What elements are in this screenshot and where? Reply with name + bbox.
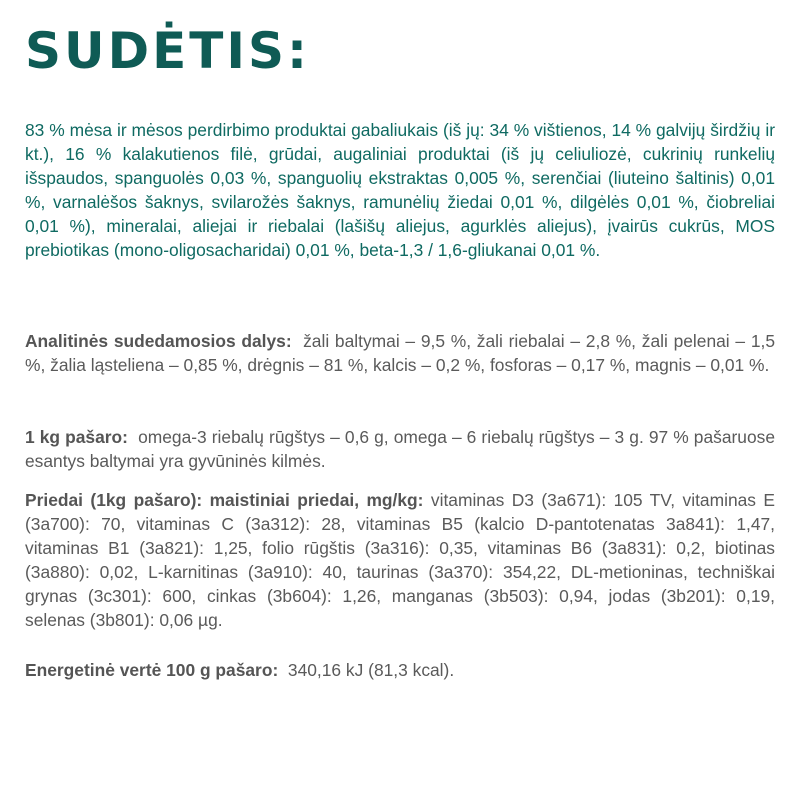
- section-text: omega-3 riebalų rūgštys – 0,6 g, omega – 6 riebalų rūgštys – 3 g. 97 % pašaruose esantys baltymai yra gyvūninės kilmės.: [25, 427, 775, 471]
- analytical-components: [25, 329, 775, 377]
- section-label: Energetinė vertė 100 g pašaro:: [25, 660, 279, 680]
- section-label: Analitinės sudedamosios dalys:: [25, 331, 292, 351]
- section-label: Priedai (1kg pašaro): maistiniai priedai, mg/kg:: [25, 490, 424, 510]
- section-text: žali baltymai – 9,5 %, žali riebalai – 2,8 %, žali pelenai – 1,5 %, žalia ląsteliena – 0,85 %, drėgnis – 81 %, kalcis – 0,2 %, fosforas – 0,17 %, magnis – 0,01 %.: [25, 331, 775, 375]
- per-kg-feed: [25, 425, 775, 473]
- energy-value: [25, 658, 775, 682]
- composition-text: 83 % mėsa ir mėsos perdirbimo produktai gabaliukais (iš jų: 34 % vištienos, 14 % galvijų širdžių ir kt.), 16 % kalakutienos filė, grūdai, augaliniai produktai (iš jų celiuliozė, cukrinių runkelių išspaudos, spanguolės 0,03 %, spanguolių ekstraktas 0,005 %, serenčiai (liuteino šaltinis) 0,01 %, varnalėšos šaknys, svilarožės šaknys, ramunėlių žiedai 0,01 %, dilgėlės 0,01 %, čiobreliai 0,01 %), mineralai, aliejai ir riebalai (lašišų aliejus, agurklės aliejus), įvairūs cukrūs, MOS prebiotikas (mono-oligosacharidai) 0,01 %, beta-1,3 / 1,6-gliukanai 0,01 %.: [25, 120, 775, 260]
- section-label: 1 kg pašaro:: [25, 427, 128, 447]
- section-text: 340,16 kJ (81,3 kcal).: [287, 660, 455, 680]
- section-text: vitaminas D3 (3a671): 105 TV, vitaminas E (3a700): 70, vitaminas C (3a312): 28, vitaminas B5 (kalcio D-pantotenatas 3a841): 1,47, vitaminas B1 (3a821): 1,25, folio rūgštis (3a316): 0,35, vitaminas B6 (3a831): 0,2, biotinas (3a880): 0,02, L-karnitinas (3a910): 40, taurinas (3a370): 354,22, DL-metioninas, techniškai grynas (3c301): 600, cinkas (3b604): 1,26, manganas (3b503): 0,94, jodas (3b201): 0,19, selenas (3b801): 0,06 µg.: [25, 490, 775, 630]
- page-title: SUDĖTIS:: [25, 22, 310, 80]
- additives: [25, 488, 775, 632]
